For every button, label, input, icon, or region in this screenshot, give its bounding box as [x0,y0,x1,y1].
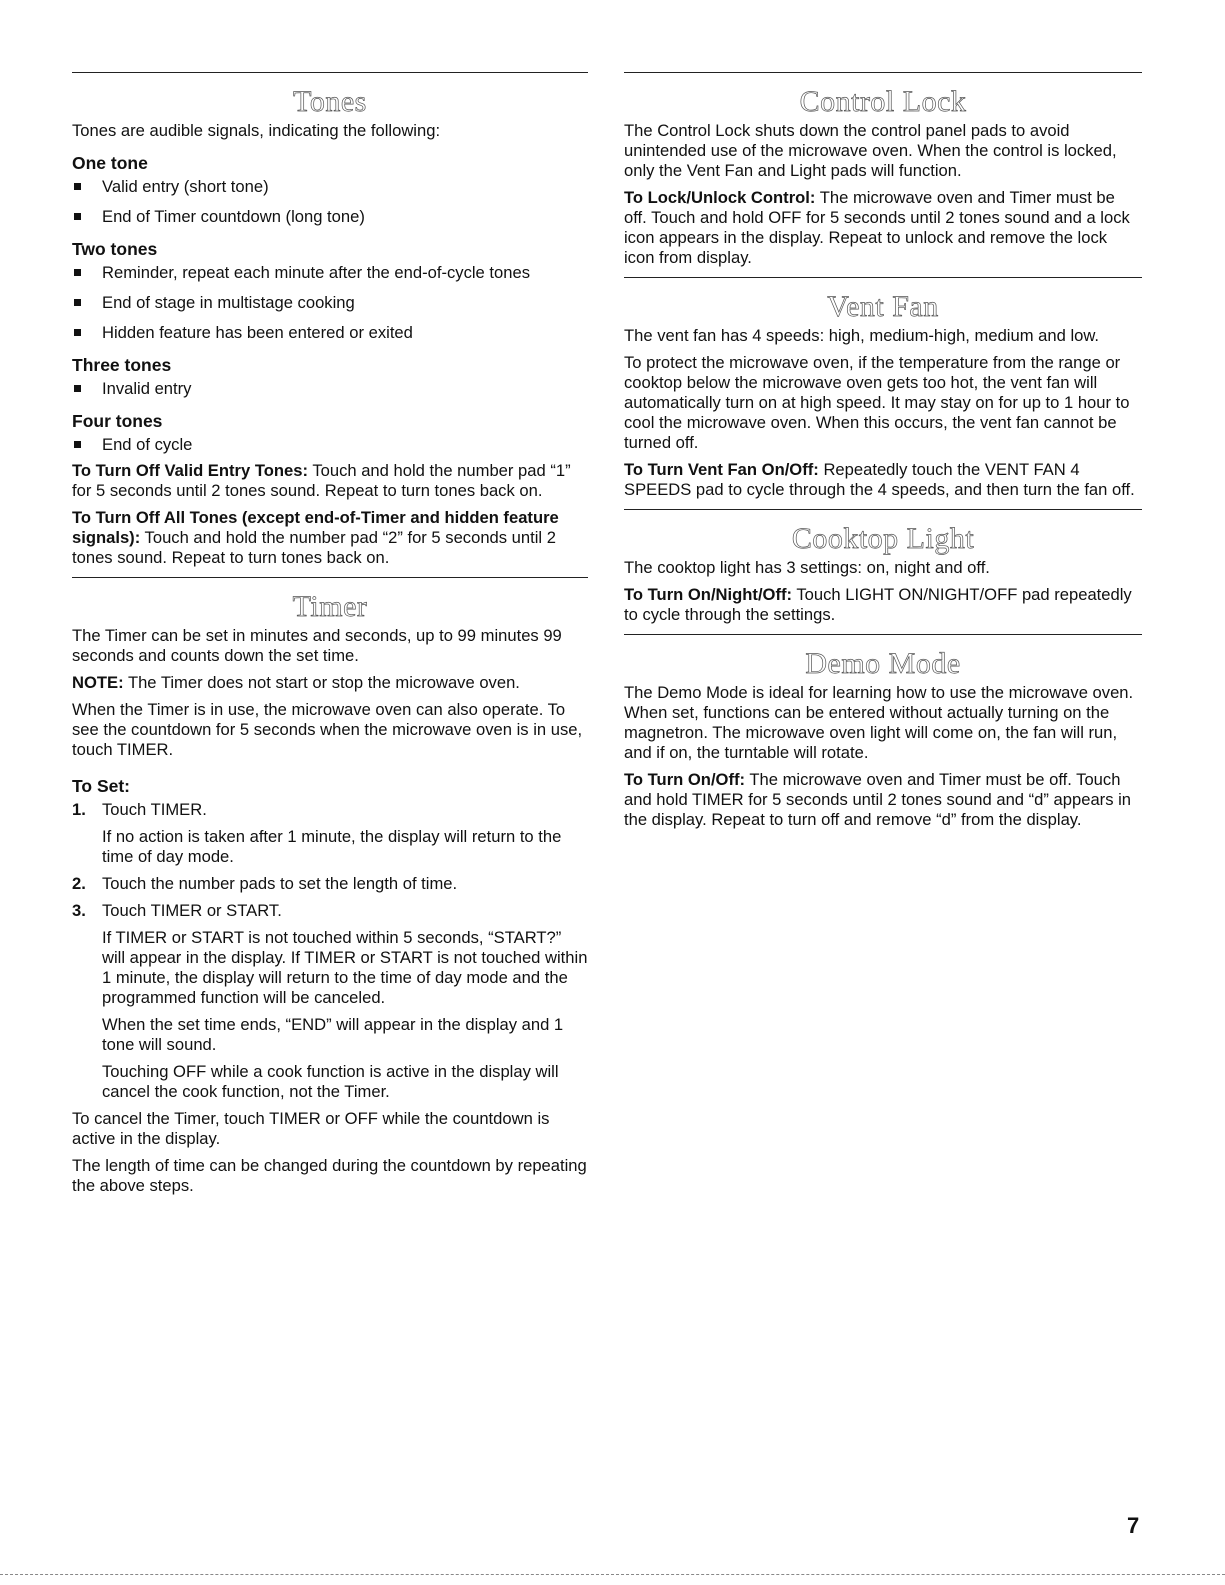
section-divider [624,509,1142,510]
to-set-heading: To Set: [72,776,131,796]
instruction-text: Touch LIGHT ON/NIGHT/OFF pad repeatedly to cycle through the settings. [624,585,1132,624]
two-tones-list [72,263,588,343]
timer-title: Timer [292,590,368,623]
instruction-label: To Turn Off Valid Entry Tones: [72,461,308,480]
note-label: NOTE: [72,673,124,692]
page-number: 7 [1127,1513,1140,1538]
one-tone-list [72,177,588,227]
list-item: Reminder, repeat each minute after the end-of-cycle tones [72,263,588,283]
step-number: 2. [72,874,86,893]
left-column [72,72,588,1203]
instruction-text: Touch and hold the number pad “1” for 5 seconds until 2 tones sound. Repeat to turn tones back on. [72,461,571,500]
step-detail: When the set time ends, “END” will appear in the display and 1 tone will sound. [102,1015,564,1054]
list-item: End of cycle [72,435,588,455]
section-divider [624,277,1142,278]
step-number: 3. [72,901,86,920]
timer-intro: The Timer can be set in minutes and seconds, up to 99 minutes 99 seconds and counts down the set time. [72,626,562,665]
step-number: 1. [72,800,86,819]
tones-section [72,85,588,568]
list-item: Valid entry (short tone) [72,177,588,197]
step-item [72,800,588,867]
control-lock-intro: The Control Lock shuts down the control panel pads to avoid unintended use of the microwave oven. When the control is locked, only the Vent Fan and Light pads will function. [624,121,1117,180]
demo-mode-instruction [624,770,1142,830]
instruction-label: To Turn Vent Fan On/Off: [624,460,819,479]
instruction-label: To Turn On/Off: [624,770,746,789]
tones-intro: Tones are audible signals, indicating the following: [72,121,441,140]
instruction-label: To Turn Off All Tones (except end-of-Timer and hidden feature signals): [72,508,559,547]
timer-steps [72,800,588,1102]
step-detail: Touching OFF while a cook function is active in the display will cancel the cook function, not the Timer. [102,1062,559,1101]
instruction-text: The microwave oven and Timer must be off. Touch and hold OFF for 5 seconds until 2 tones sound and a lock icon appears in the display. Repeat to unlock and remove the lock icon from display. [624,188,1130,267]
bottom-border [0,1574,1225,1575]
step-text: Touch TIMER. [102,800,207,819]
list-item: Hidden feature has been entered or exited [72,323,588,343]
instruction-label: To Turn On/Night/Off: [624,585,793,604]
four-tones-list [72,435,588,455]
step-detail: If no action is taken after 1 minute, the display will return to the time of day mode. [102,827,562,866]
section-divider [72,72,588,73]
cooktop-light-intro: The cooktop light has 3 settings: on, night and off. [624,558,990,577]
cooktop-light-title: Cooktop Light [791,522,975,555]
step-item [72,874,588,894]
list-item: End of Timer countdown (long tone) [72,207,588,227]
vent-fan-title: Vent Fan [827,290,939,323]
timer-change: The length of time can be changed during the countdown by repeating the above steps. [72,1156,587,1195]
timer-note [72,673,588,693]
instruction-text: The microwave oven and Timer must be off. Touch and hold TIMER for 5 seconds until 2 tones sound and “d” appears in the display. Repeat to turn off and remove “d” from the display. [624,770,1132,829]
vent-fan-speeds: The vent fan has 4 speeds: high, medium-high, medium and low. [624,326,1100,345]
timer-section [72,590,588,1196]
demo-mode-intro: The Demo Mode is ideal for learning how to use the microwave oven. When set, functions can be entered without actually turning on the magnetron. The microwave oven light will come on, the fan will run, and if on, the turntable will rotate. [624,683,1134,762]
list-item: Invalid entry [72,379,588,399]
control-lock-section [624,85,1142,268]
right-column [624,72,1142,837]
instruction-label: To Lock/Unlock Control: [624,188,816,207]
timer-cancel: To cancel the Timer, touch TIMER or OFF while the countdown is active in the display. [72,1109,550,1148]
control-lock-title: Control Lock [799,85,967,118]
all-tones-off [72,508,588,568]
valid-entry-tones-off [72,461,588,501]
instruction-text: Repeatedly touch the VENT FAN 4 SPEEDS pad to cycle through the 4 speeds, and then turn the fan off. [624,460,1135,499]
section-divider [72,577,588,578]
demo-mode-title: Demo Mode [805,647,961,680]
step-detail: If TIMER or START is not touched within 5 seconds, “START?” will appear in the display. If TIMER or START is not touched within 1 minute, the display will return to the time of day mode and the programmed function will be canceled. [102,928,588,1007]
timer-usage: When the Timer is in use, the microwave oven can also operate. To see the countdown for 5 seconds when the microwave oven is in use, touch TIMER. [72,700,583,759]
list-item: End of stage in multistage cooking [72,293,588,313]
note-text: The Timer does not start or stop the microwave oven. [127,673,520,692]
step-text: Touch TIMER or START. [102,901,282,920]
vent-fan-protection: To protect the microwave oven, if the temperature from the range or cooktop below the microwave oven gets too hot, the vent fan will automatically turn on at high speed. It may stay on for up to 1 hour to cool the microwave oven. When this occurs, the vent fan cannot be turned off. [624,353,1130,452]
cooktop-light-instruction [624,585,1142,625]
section-divider [624,634,1142,635]
one-tone-heading: One tone [72,153,148,173]
instruction-text: Touch and hold the number pad “2” for 5 seconds until 2 tones sound. Repeat to turn tones back on. [72,528,556,567]
two-tones-heading: Two tones [72,239,158,259]
tones-title: Tones [293,85,367,118]
three-tones-list [72,379,588,399]
demo-mode-section [624,647,1142,830]
three-tones-heading: Three tones [72,355,172,375]
step-text: Touch the number pads to set the length of time. [102,874,458,893]
step-item [72,901,588,1102]
control-lock-instruction [624,188,1142,268]
vent-fan-section [624,290,1142,500]
vent-fan-instruction [624,460,1142,500]
section-divider [624,72,1142,73]
four-tones-heading: Four tones [72,411,163,431]
cooktop-light-section [624,522,1142,625]
